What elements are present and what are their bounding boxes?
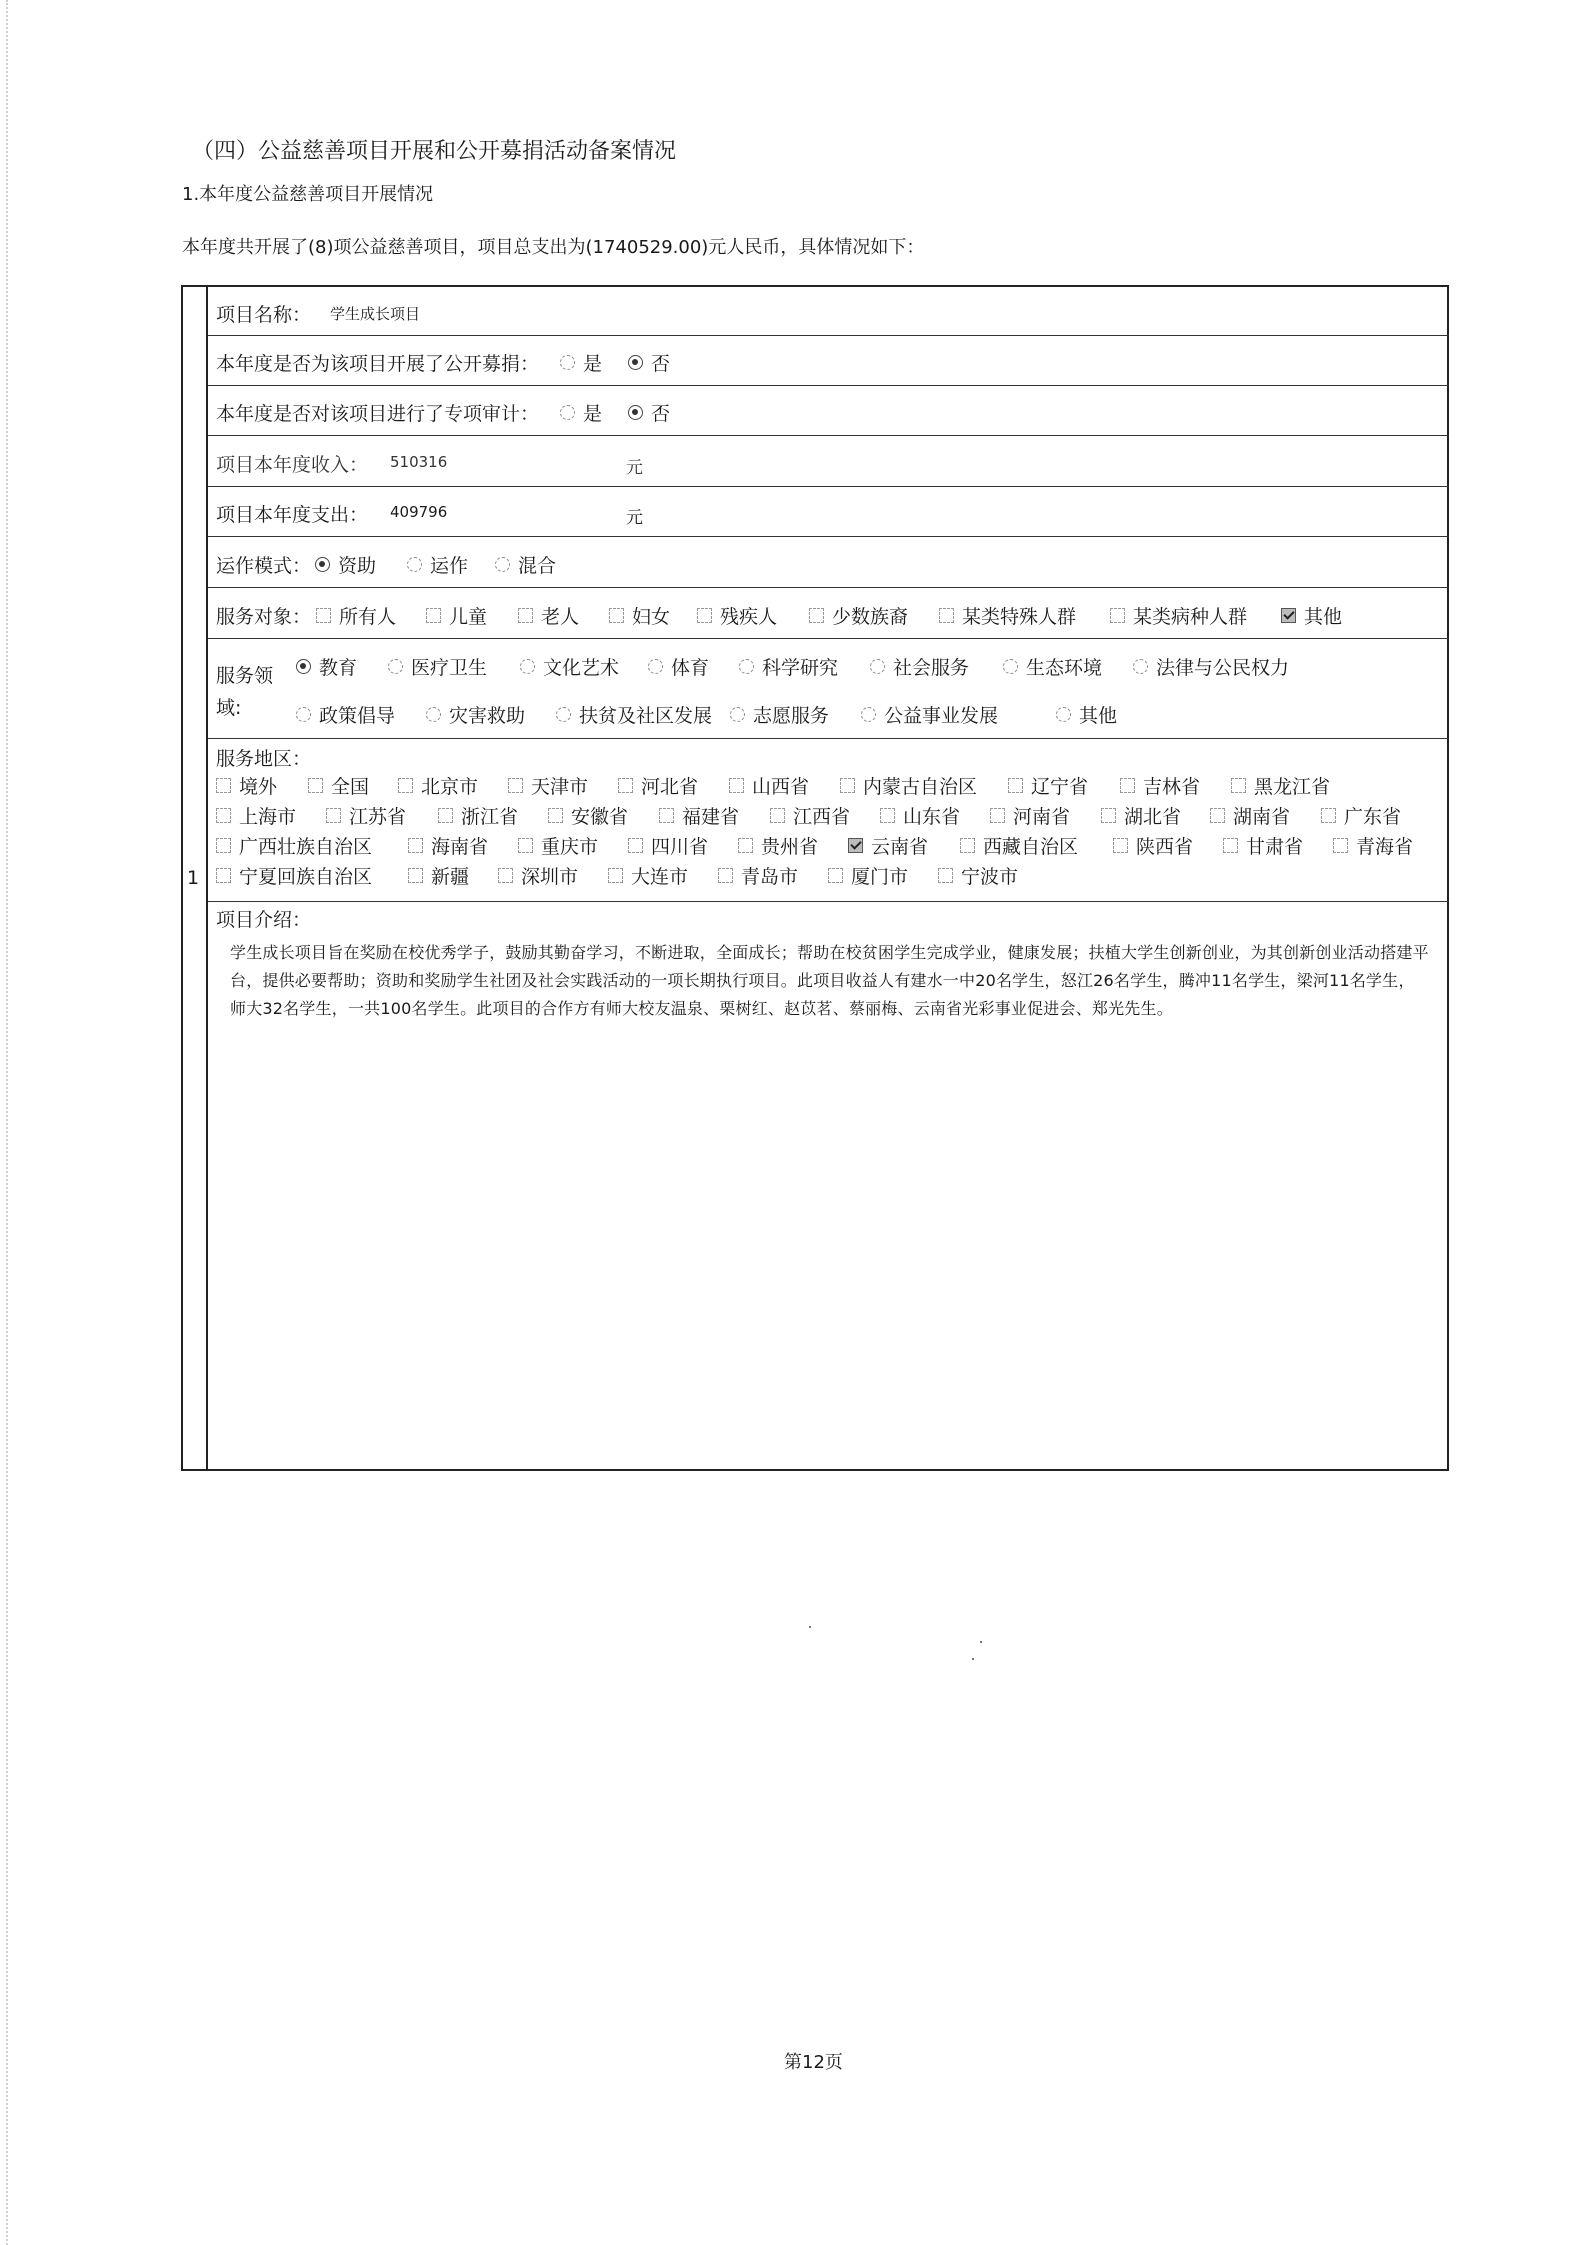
region-option-9[interactable]: 黑龙江省 xyxy=(1231,772,1330,799)
mode-option-1[interactable]: 运作 xyxy=(407,551,468,578)
special-audit-label: 本年度是否对该项目进行了专项审计： xyxy=(216,403,540,425)
checkbox-icon xyxy=(840,778,855,793)
special-audit-yes[interactable]: 是 xyxy=(560,399,602,426)
mode-option-2[interactable]: 混合 xyxy=(495,551,556,578)
radio-selected-icon xyxy=(296,659,311,674)
scan-speck xyxy=(972,1658,974,1660)
region-option-3[interactable]: 天津市 xyxy=(508,772,588,799)
field-option-12[interactable]: 公益事业发展 xyxy=(861,701,998,728)
checkbox-icon xyxy=(438,808,453,823)
field-option-7[interactable]: 法律与公民权力 xyxy=(1133,653,1289,680)
region-option-17[interactable]: 河南省 xyxy=(990,802,1070,829)
region-option-29[interactable]: 甘肃省 xyxy=(1223,832,1303,859)
row-targets xyxy=(208,588,1449,639)
row-expense xyxy=(208,487,1449,537)
region-option-12[interactable]: 浙江省 xyxy=(438,802,518,829)
checkbox-icon xyxy=(498,868,513,883)
radio-icon xyxy=(296,707,311,722)
field-option-8[interactable]: 政策倡导 xyxy=(296,701,395,728)
checkbox-icon xyxy=(828,868,843,883)
public-fundraising-yes[interactable]: 是 xyxy=(560,349,602,376)
checkbox-icon xyxy=(628,838,643,853)
target-option-6[interactable]: 某类特殊人群 xyxy=(939,602,1076,629)
region-option-18[interactable]: 湖北省 xyxy=(1101,802,1181,829)
project-name-value: 学生成长项目 xyxy=(330,305,421,323)
region-option-13[interactable]: 安徽省 xyxy=(548,802,628,829)
checkbox-icon xyxy=(1231,778,1246,793)
radio-icon xyxy=(426,707,441,722)
radio-icon xyxy=(1133,659,1148,674)
radio-selected-icon xyxy=(628,355,643,370)
radio-icon xyxy=(739,659,754,674)
region-option-19[interactable]: 湖南省 xyxy=(1210,802,1290,829)
expense-unit: 元 xyxy=(626,508,643,528)
special-audit-no[interactable]: 否 xyxy=(628,399,670,426)
radio-icon xyxy=(560,355,575,370)
target-option-2[interactable]: 老人 xyxy=(518,602,579,629)
region-option-21[interactable]: 广西壮族自治区 xyxy=(216,832,372,859)
region-option-20[interactable]: 广东省 xyxy=(1321,802,1401,829)
intro-label: 项目介绍： xyxy=(216,909,312,931)
region-option-11[interactable]: 江苏省 xyxy=(326,802,406,829)
checkbox-icon xyxy=(326,808,341,823)
radio-icon xyxy=(495,557,510,572)
field-option-10[interactable]: 扶贫及社区发展 xyxy=(556,701,712,728)
region-option-24[interactable]: 四川省 xyxy=(628,832,708,859)
checkbox-icon xyxy=(508,778,523,793)
checkbox-icon xyxy=(1321,808,1336,823)
region-option-31[interactable]: 宁夏回族自治区 xyxy=(216,862,372,889)
checkbox-checked-icon xyxy=(848,838,863,853)
region-option-15[interactable]: 江西省 xyxy=(770,802,850,829)
row-income xyxy=(208,436,1449,487)
region-option-1[interactable]: 全国 xyxy=(308,772,369,799)
target-option-1[interactable]: 儿童 xyxy=(426,602,487,629)
scan-speck xyxy=(809,1626,811,1628)
region-label: 服务地区： xyxy=(216,748,312,770)
region-option-8[interactable]: 吉林省 xyxy=(1120,772,1200,799)
checkbox-icon xyxy=(1008,778,1023,793)
region-option-37[interactable]: 宁波市 xyxy=(938,862,1018,889)
checkbox-icon xyxy=(216,778,231,793)
radio-icon xyxy=(648,659,663,674)
radio-icon xyxy=(1056,707,1071,722)
checkbox-icon xyxy=(990,808,1005,823)
field-label-line2: 域: xyxy=(216,697,242,719)
checkbox-icon xyxy=(880,808,895,823)
page-number: 第12页 xyxy=(784,2052,843,2073)
radio-icon xyxy=(556,707,571,722)
intro-text: 学生成长项目旨在奖励在校优秀学子，鼓励其勤奋学习，不断进取，全面成长；帮助在校贫困学生完成学业，健康发展；扶植大学生创新创业，为其创新创业活动搭建平台，提供必要帮助；资助和奖励学生社团及社会实践活动的一项长期执行项目。此项目收益人有建水一中20名学生，怒江26名学生，腾冲11名学生，梁河11名学生，师大32名学生，一共100名学生。此项目的合作方有师大校友温泉、栗树红、赵苡茗、蔡丽梅、云南省光彩事业促进会、郑光先生。 xyxy=(230,943,1429,1018)
region-option-6[interactable]: 内蒙古自治区 xyxy=(840,772,977,799)
row-regions xyxy=(208,739,1449,902)
region-option-14[interactable]: 福建省 xyxy=(659,802,739,829)
field-option-9[interactable]: 灾害救助 xyxy=(426,701,525,728)
target-option-4[interactable]: 残疾人 xyxy=(697,602,777,629)
region-option-33[interactable]: 深圳市 xyxy=(498,862,578,889)
project-name-label: 项目名称： xyxy=(216,304,312,326)
checkbox-icon xyxy=(408,838,423,853)
checkbox-icon xyxy=(770,808,785,823)
checkbox-icon xyxy=(1210,808,1225,823)
income-label: 项目本年度收入： xyxy=(216,454,369,476)
region-option-22[interactable]: 海南省 xyxy=(408,832,488,859)
checkbox-icon xyxy=(1101,808,1116,823)
public-fundraising-no[interactable]: 否 xyxy=(628,349,670,376)
region-option-30[interactable]: 青海省 xyxy=(1333,832,1413,859)
field-option-1[interactable]: 医疗卫生 xyxy=(388,653,487,680)
checkbox-icon xyxy=(718,868,733,883)
checkbox-icon xyxy=(729,778,744,793)
radio-icon xyxy=(730,707,745,722)
checkbox-icon xyxy=(1113,838,1128,853)
region-option-7[interactable]: 辽宁省 xyxy=(1008,772,1088,799)
field-option-0[interactable]: 教育 xyxy=(296,653,357,680)
radio-icon xyxy=(1003,659,1018,674)
radio-icon xyxy=(861,707,876,722)
region-option-25[interactable]: 贵州省 xyxy=(738,832,818,859)
scan-edge xyxy=(6,0,9,2245)
field-option-4[interactable]: 科学研究 xyxy=(739,653,838,680)
row-fields xyxy=(208,639,1449,739)
summary-text: 本年度共开展了(8)项公益慈善项目，项目总支出为(1740529.00)元人民币，具体情况如下： xyxy=(182,237,925,258)
row-project-name xyxy=(208,285,1449,336)
region-option-26[interactable]: 云南省 xyxy=(848,832,928,859)
radio-icon xyxy=(520,659,535,674)
checkbox-icon xyxy=(216,868,231,883)
checkbox-icon xyxy=(738,838,753,853)
field-option-11[interactable]: 志愿服务 xyxy=(730,701,829,728)
region-option-10[interactable]: 上海市 xyxy=(216,802,296,829)
mode-label: 运作模式： xyxy=(216,555,312,577)
radio-icon xyxy=(560,405,575,420)
subsection-title: 1.本年度公益慈善项目开展情况 xyxy=(182,184,434,205)
checkbox-icon xyxy=(809,608,824,623)
section-title: （四）公益慈善项目开展和公开募捐活动备案情况 xyxy=(192,139,677,164)
checkbox-icon xyxy=(1110,608,1125,623)
region-option-36[interactable]: 厦门市 xyxy=(828,862,908,889)
region-option-23[interactable]: 重庆市 xyxy=(518,832,598,859)
checkbox-icon xyxy=(316,608,331,623)
checkbox-icon xyxy=(697,608,712,623)
expense-value: 409796 xyxy=(390,503,448,521)
radio-selected-icon xyxy=(315,557,330,572)
region-option-2[interactable]: 北京市 xyxy=(398,772,478,799)
checkbox-icon xyxy=(408,868,423,883)
target-option-0[interactable]: 所有人 xyxy=(316,602,396,629)
field-option-2[interactable]: 文化艺术 xyxy=(520,653,619,680)
checkbox-icon xyxy=(938,868,953,883)
project-index: 1 xyxy=(187,867,200,889)
region-option-32[interactable]: 新疆 xyxy=(408,862,469,889)
field-option-6[interactable]: 生态环境 xyxy=(1003,653,1102,680)
checkbox-icon xyxy=(618,778,633,793)
field-option-3[interactable]: 体育 xyxy=(648,653,709,680)
expense-label: 项目本年度支出： xyxy=(216,504,369,526)
checkbox-icon xyxy=(426,608,441,623)
region-option-35[interactable]: 青岛市 xyxy=(718,862,798,889)
field-option-5[interactable]: 社会服务 xyxy=(870,653,969,680)
row-special-audit xyxy=(208,386,1449,436)
checkbox-icon xyxy=(216,838,231,853)
mode-option-0[interactable]: 资助 xyxy=(315,551,376,578)
checkbox-icon xyxy=(308,778,323,793)
checkbox-icon xyxy=(216,808,231,823)
region-option-27[interactable]: 西藏自治区 xyxy=(960,832,1078,859)
row-public-fundraising xyxy=(208,336,1449,386)
checkbox-icon xyxy=(1333,838,1348,853)
project-index-column xyxy=(181,285,208,1471)
region-option-0[interactable]: 境外 xyxy=(216,772,277,799)
target-option-3[interactable]: 妇女 xyxy=(609,602,670,629)
checkbox-icon xyxy=(1120,778,1135,793)
checkbox-icon xyxy=(518,838,533,853)
checkbox-checked-icon xyxy=(1281,608,1296,623)
scan-speck xyxy=(980,1641,982,1643)
target-option-7[interactable]: 某类病种人群 xyxy=(1110,602,1247,629)
target-option-5[interactable]: 少数族裔 xyxy=(809,602,908,629)
target-option-8[interactable]: 其他 xyxy=(1281,602,1342,629)
checkbox-icon xyxy=(960,838,975,853)
income-value: 510316 xyxy=(390,453,448,471)
target-label: 服务对象： xyxy=(216,606,312,628)
region-option-16[interactable]: 山东省 xyxy=(880,802,960,829)
public-fundraising-label: 本年度是否为该项目开展了公开募捐： xyxy=(216,353,540,375)
radio-icon xyxy=(870,659,885,674)
region-option-4[interactable]: 河北省 xyxy=(618,772,698,799)
row-mode xyxy=(208,537,1449,588)
checkbox-icon xyxy=(939,608,954,623)
radio-selected-icon xyxy=(628,405,643,420)
checkbox-icon xyxy=(518,608,533,623)
region-option-28[interactable]: 陕西省 xyxy=(1113,832,1193,859)
checkbox-icon xyxy=(398,778,413,793)
field-option-13[interactable]: 其他 xyxy=(1056,701,1117,728)
radio-icon xyxy=(388,659,403,674)
region-option-5[interactable]: 山西省 xyxy=(729,772,809,799)
checkbox-icon xyxy=(608,868,623,883)
field-label-line1: 服务领 xyxy=(216,665,274,687)
region-option-34[interactable]: 大连市 xyxy=(608,862,688,889)
checkbox-icon xyxy=(609,608,624,623)
income-unit: 元 xyxy=(626,458,643,478)
checkbox-icon xyxy=(1223,838,1238,853)
checkbox-icon xyxy=(548,808,563,823)
radio-icon xyxy=(407,557,422,572)
checkbox-icon xyxy=(659,808,674,823)
